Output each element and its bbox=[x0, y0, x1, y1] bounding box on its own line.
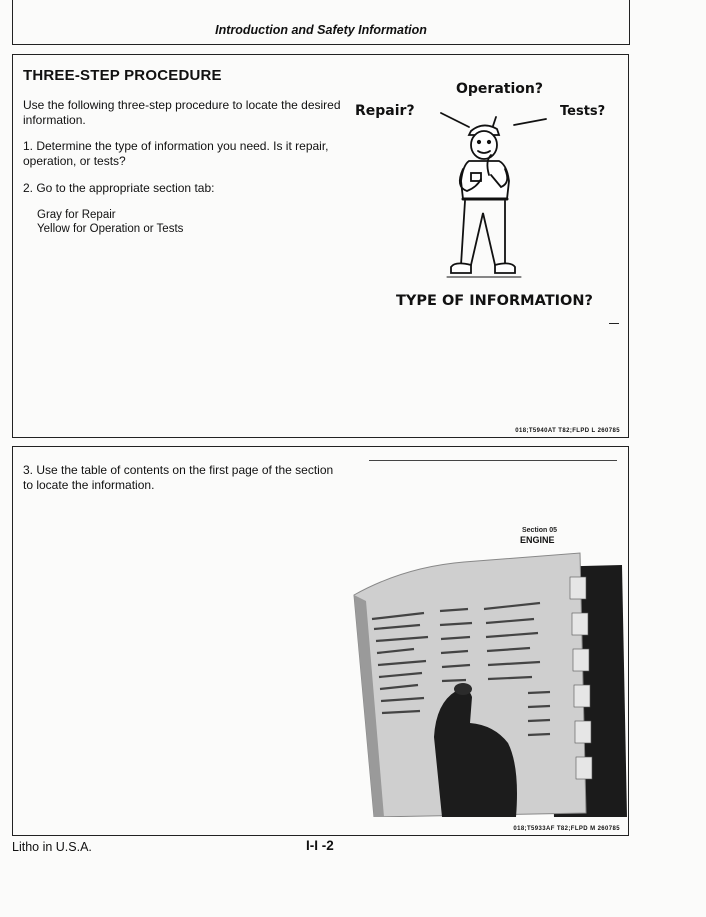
litho-note: Litho in U.S.A. bbox=[12, 840, 92, 854]
header-title: Introduction and Safety Information bbox=[215, 23, 427, 37]
page-number: I-I -2 bbox=[306, 838, 334, 853]
photo-section-title: ENGINE bbox=[520, 535, 555, 545]
photo-section-label: Section 05 bbox=[522, 527, 558, 534]
tab-gray-text: Gray for Repair bbox=[37, 209, 116, 221]
figure-code: 018;T5933AF T82;FLPD M 260785 bbox=[513, 826, 620, 832]
step-2-text: 2. Go to the appropriate section tab: bbox=[23, 181, 215, 195]
label-tests: Tests? bbox=[560, 104, 606, 119]
page-header bbox=[12, 0, 630, 45]
tab-color-list bbox=[37, 208, 337, 236]
manual-contents-image bbox=[344, 517, 627, 817]
step-3-text: 3. Use the table of contents on the first page of the section to locate the information. bbox=[23, 463, 334, 492]
section-heading: THREE-STEP PROCEDURE bbox=[23, 67, 222, 84]
tab-yellow-text: Yellow for Operation or Tests bbox=[37, 223, 184, 235]
figure-code: 018;T5940AT T82;FLPD L 260785 bbox=[515, 428, 620, 434]
label-repair: Repair? bbox=[355, 103, 415, 119]
intro-paragraph: Use the following three-step procedure to locate the desired information. bbox=[23, 98, 341, 127]
manual-photo bbox=[344, 517, 627, 817]
thinking-person-illustration bbox=[411, 95, 561, 287]
illustration-caption: TYPE OF INFORMATION? bbox=[396, 293, 593, 309]
divider-line bbox=[369, 460, 617, 461]
label-operation: Operation? bbox=[456, 81, 543, 97]
margin-dash bbox=[609, 323, 619, 324]
step-1-text: 1. Determine the type of information you need. Is it repair, operation, or tests? bbox=[23, 139, 329, 168]
table-of-contents-panel bbox=[12, 446, 629, 836]
three-step-panel bbox=[12, 54, 629, 438]
